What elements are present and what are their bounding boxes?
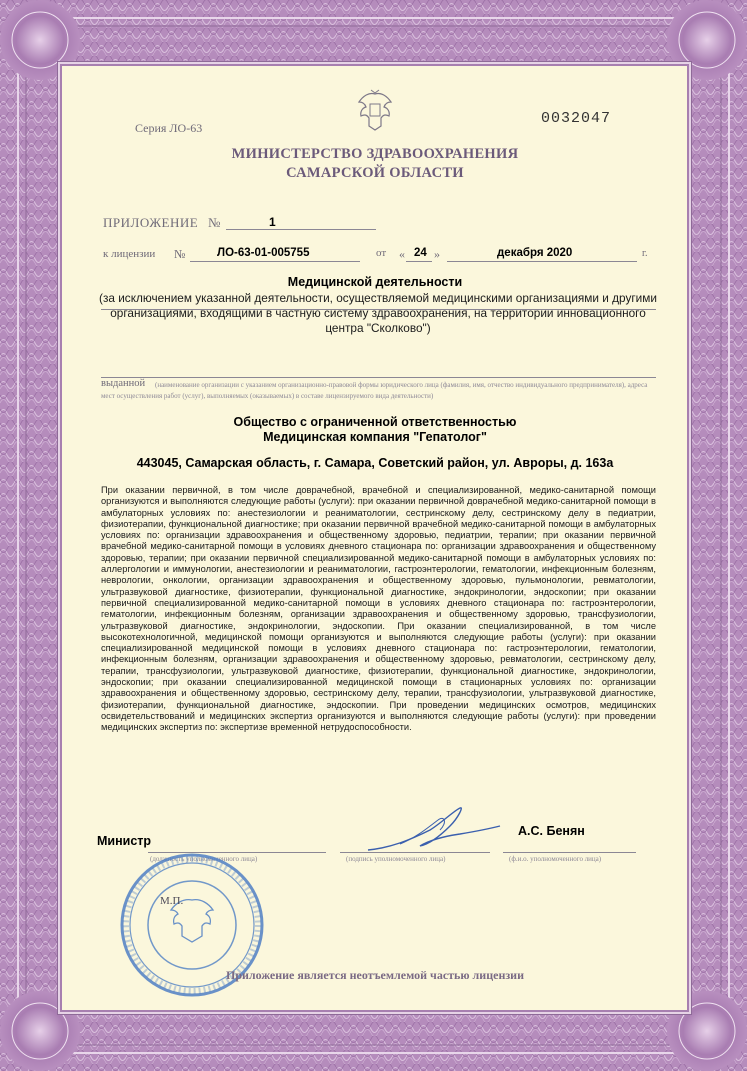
day-line [406, 261, 432, 262]
license-label: к лицензии [103, 248, 156, 260]
name-line [503, 852, 636, 853]
organization-line2: Медицинская компания "Гепатолог" [263, 430, 487, 444]
organization-line1: Общество с ограниченной ответственностью [233, 415, 517, 429]
year-suffix: г. [642, 248, 648, 259]
stamp-mark: М.П. [160, 895, 184, 907]
license-number: ЛО-63-01-005755 [217, 247, 310, 259]
ministry-title-line1: МИНИСТЕРСТВО ЗДРАВООХРАНЕНИЯ [231, 146, 519, 162]
license-number-sign: № [174, 247, 186, 261]
issued-label: выданной [101, 378, 146, 389]
ministry-title-line2: САМАРСКОЙ ОБЛАСТИ [286, 165, 464, 181]
services-text: При оказании первичной, в том числе доврачебной, врачебной и специализированной, медико-санитарной помощи организуются и выполняются следующие работы (услуги): при оказании первичной доврачебной медико-санитарной помощи в амбулаторных условиях по: анестезиологии и реаниматологии, сестринскому делу, сестринскому делу в педиатрии, физиотерапии, функциональной диагностике; при оказании первичной врачебной медико-санитарной помощи в амбулаторных условиях по: организации здравоохранения и общественному здоровью, педиатрии, терапии; при оказании первичной врачебной медико-санитарной помощи в условиях дневного стационара по: организации здравоохранения и общественному здоровью, терапии; при оказании первичной специализированной медико-санитарной помощи в амбулаторных условиях по: аллергологии и иммунологии, анестезиологии и реаниматологии, гастроэнтерологии, гематологии, инфекционным болезням, неврологии, онкологии, организации здравоохранения и общественному здоровью, пульмонологии, ревматологии, ультразвуковой диагностике, физиотерапии, функциональной диагностике, эндокринологии, эндоскопии; при оказании первичной специализированной медико-санитарной помощи в условиях дневного стационара по: гастроэнтерологии, гематологии, инфекционным болезням, организации здравоохранения и общественному здоровью, трансфузиологии, ультразвуковой диагностике, эндокринологии, эндоскопии. При оказании специализированной, в том числе высокотехнологичной, медицинской помощи организуются и выполняются следующие работы (услуги): при оказании специализированной медицинской помощи в условиях дневного стационара по: гастроэнтерологии, гематологии, инфекционным болезням, организации здравоохранения и общественному здоровью, ревматологии, сестринскому делу, терапии, трансфузиологии, ультразвуковой диагностике, физиотерапии, функциональной диагностике, эндокринологии, эндоскопии; при оказании специализированной медицинской помощи в стационарных условиях по: организации здравоохранения и общественному здоровью, сестринскому делу, терапии, трансфузиологии, ультразвуковой диагностике, физиотерапии, функциональной диагностике, эндоскопии. При проведении медицинских осмотров, медицинских освидетельствований и медицинских экспертиз организуются и выполняются следующие работы (услуги): при проведении медицинских экспертиз по: экспертизе временной нетрудоспособности. [101, 485, 656, 733]
appendix-number-line [226, 229, 376, 230]
issued-caption: (наименование организации с указанием организационно-правовой формы юридического лица (фамилия, имя, отчество индивидуального предпринимателя), адреса мест осуществления работ (услуг), выполняемых (оказываемых) в составе лицензируемого вида деятельности) [101, 381, 648, 400]
document-number: 0032047 [541, 110, 612, 127]
signature-scribble [360, 800, 510, 860]
month-line [447, 261, 637, 262]
position-caption: (должность уполномоченного лица) [150, 855, 258, 863]
license-month-year: декабря 2020 [497, 247, 573, 259]
activity-title: Медицинской деятельности [287, 275, 463, 289]
license-number-line [190, 261, 360, 262]
open-quote: « [399, 247, 405, 261]
license-day: 24 [414, 247, 427, 259]
signer-position: Министр [97, 834, 152, 848]
signer-name: А.С. Бенян [518, 824, 585, 838]
name-caption: (ф.и.о. уполномоченного лица) [509, 855, 602, 863]
appendix-label: ПРИЛОЖЕНИЕ [103, 215, 199, 230]
organization-address: 443045, Самарская область, г. Самара, Советский район, ул. Авроры, д. 163а [136, 456, 614, 470]
issued-separator-line [101, 377, 656, 378]
appendix-number: 1 [269, 215, 276, 229]
appendix-number-sign: № [208, 215, 221, 230]
from-label: от [376, 247, 387, 259]
activity-line [101, 309, 656, 310]
footer-note: Приложение является неотъемлемой частью лицензии [225, 968, 525, 982]
series-label: Серия ЛО-63 [135, 121, 203, 135]
coat-of-arms-icon [355, 88, 395, 132]
signature-caption: (подпись уполномоченного лица) [346, 855, 446, 863]
close-quote: » [434, 247, 440, 261]
activity-description: (за исключением указанной деятельности, осуществляемой медицинскими организациями и другими организациями, входящими в частную систему здравоохранения, на территории инновационного центра "Сколково") [99, 291, 657, 335]
